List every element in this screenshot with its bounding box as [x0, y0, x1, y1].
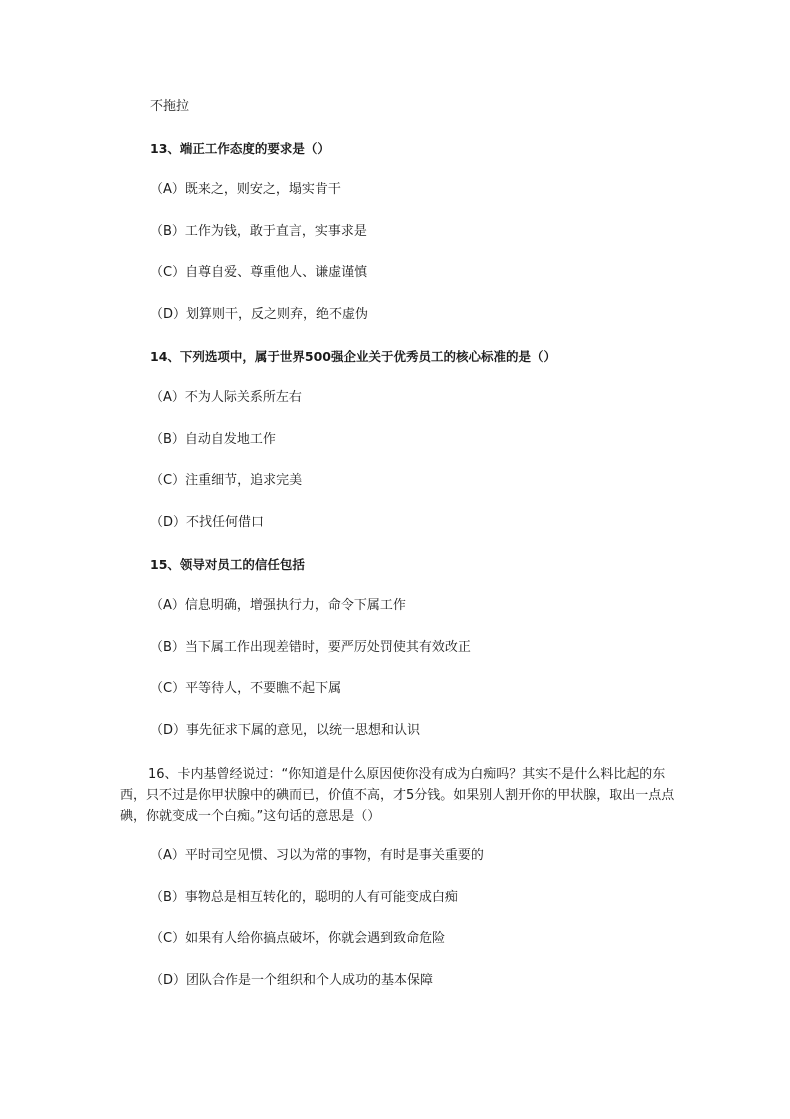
- continuation-text: 不拖拉: [150, 99, 190, 114]
- question-16-option-c: （C）如果有人给你搞点破坏，你就会遇到致命危险: [150, 931, 446, 946]
- question-15-option-c: （C）平等待人，不要瞧不起下属: [150, 681, 342, 696]
- question-14-option-d: （D）不找任何借口: [150, 515, 265, 530]
- question-14-option-c: （C）注重细节，追求完美: [150, 473, 303, 488]
- question-16-option-d: （D）团队合作是一个组织和个人成功的基本保障: [150, 973, 434, 988]
- question-16-option-a: （A）平时司空见惯、习以为常的事物，有时是事关重要的: [150, 848, 484, 863]
- question-15-option-b: （B）当下属工作出现差错时，要严厉处罚使其有效改正: [150, 640, 471, 655]
- question-15-option-a: （A）信息明确，增强执行力，命令下属工作: [150, 598, 406, 613]
- question-14-title: 14、下列选项中，属于世界500强企业关于优秀员工的核心标准的是（）: [150, 349, 556, 364]
- question-15-title: 15、领导对员工的信任包括: [150, 557, 305, 572]
- question-13-option-b: （B）工作为钱，敢于直言，实事求是: [150, 224, 367, 239]
- question-13-option-d: （D）划算则干，反之则弃，绝不虚伪: [150, 307, 369, 322]
- question-14-option-b: （B）自动自发地工作: [150, 432, 276, 447]
- question-16-title: 16、卡内基曾经说过：“你知道是什么原因使你没有成为白痴吗？其实不是什么料比起的东西，只不过是你甲状腺中的碘而已，价值不高，才5分钱。如果别人割开你的甲状腺，取出一点点碘，你就变成一个白痴。”这句话的意思是（）: [120, 767, 675, 824]
- question-13-option-c: （C）自尊自爱、尊重他人、谦虚谨慎: [150, 265, 368, 280]
- question-15-option-d: （D）事先征求下属的意见，以统一思想和认识: [150, 723, 421, 738]
- question-16-option-b: （B）事物总是相互转化的，聪明的人有可能变成白痴: [150, 890, 458, 905]
- question-13-option-a: （A）既来之，则安之，塌实肯干: [150, 182, 341, 197]
- question-14-option-a: （A）不为人际关系所左右: [150, 390, 302, 405]
- question-13-title: 13、端正工作态度的要求是（）: [150, 141, 330, 156]
